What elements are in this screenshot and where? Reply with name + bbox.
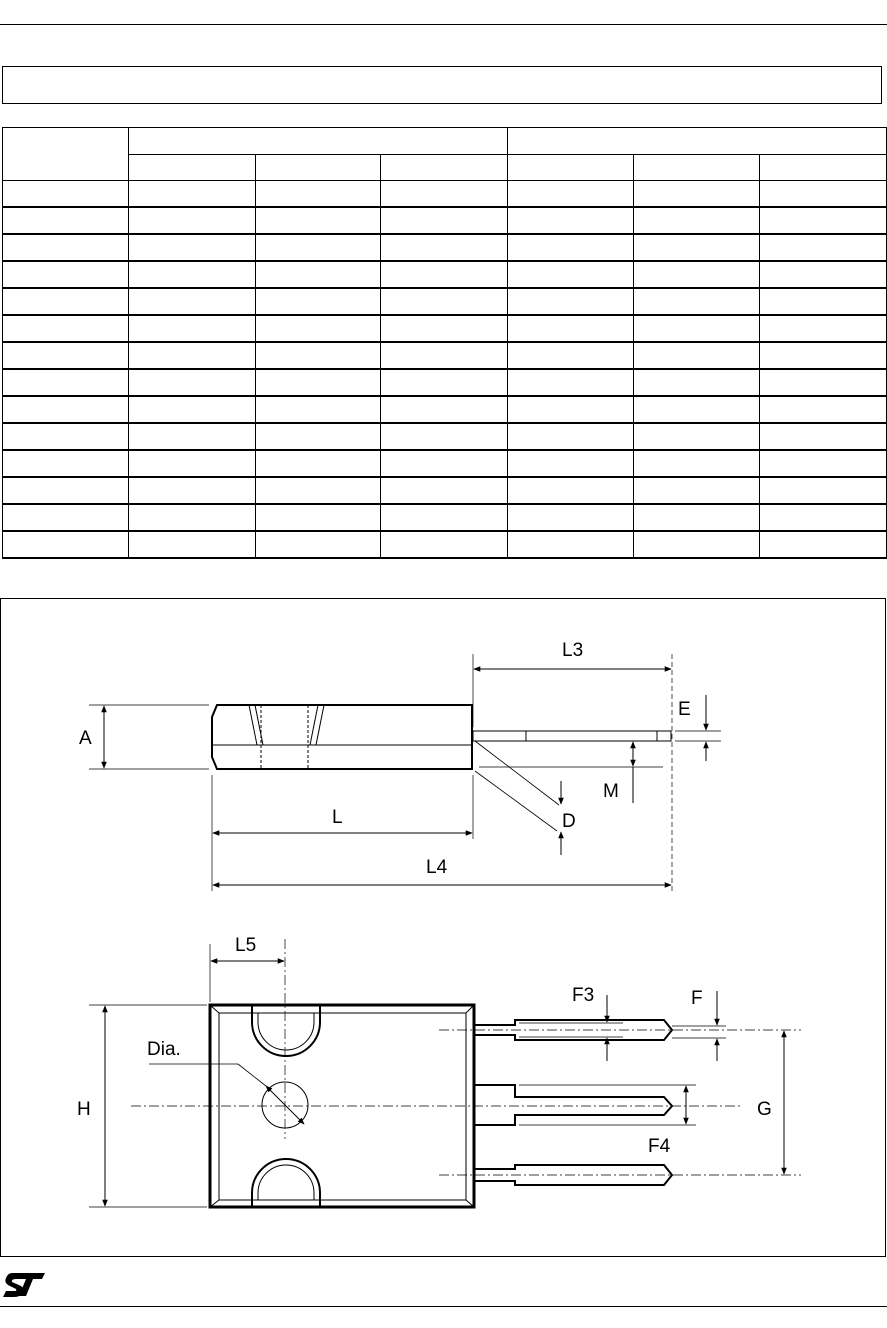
table-cell bbox=[3, 477, 129, 504]
table-cell bbox=[381, 504, 508, 531]
table-cell bbox=[3, 531, 129, 558]
table-cell bbox=[256, 288, 381, 315]
table-cell bbox=[760, 396, 887, 423]
table-header-group-1 bbox=[129, 128, 508, 155]
table-row bbox=[3, 342, 887, 369]
table-cell bbox=[634, 288, 760, 315]
table-row bbox=[3, 369, 887, 396]
table-cell bbox=[129, 234, 256, 261]
table-cell bbox=[760, 504, 887, 531]
table-cell bbox=[381, 207, 508, 234]
table-row bbox=[3, 450, 887, 477]
table-cell bbox=[634, 477, 760, 504]
table-cell bbox=[129, 369, 256, 396]
table-cell bbox=[256, 315, 381, 342]
table-cell bbox=[634, 450, 760, 477]
table-cell bbox=[760, 477, 887, 504]
front-view bbox=[89, 939, 801, 1207]
st-logo-icon bbox=[2, 1272, 46, 1303]
table-cell bbox=[256, 423, 381, 450]
table-row bbox=[3, 477, 887, 504]
table-cell bbox=[634, 531, 760, 558]
table-row bbox=[3, 504, 887, 531]
label-F4: F4 bbox=[648, 1136, 671, 1157]
table-cell bbox=[129, 288, 256, 315]
table-cell bbox=[3, 423, 129, 450]
table-cell bbox=[634, 423, 760, 450]
table-cell bbox=[129, 342, 256, 369]
table-cell bbox=[3, 450, 129, 477]
label-E: E bbox=[678, 699, 691, 720]
table-subheader-row bbox=[3, 155, 887, 181]
table-cell bbox=[381, 369, 508, 396]
side-view-labels bbox=[79, 640, 691, 878]
table-cell bbox=[508, 207, 634, 234]
table-header-row bbox=[3, 128, 887, 155]
table-cell bbox=[129, 207, 256, 234]
table-row bbox=[3, 396, 887, 423]
table-cell bbox=[760, 181, 887, 208]
label-L4: L4 bbox=[426, 857, 448, 878]
table-cell bbox=[256, 504, 381, 531]
table-cell bbox=[508, 342, 634, 369]
table-cell bbox=[129, 531, 256, 558]
table-cell bbox=[381, 396, 508, 423]
table-cell bbox=[508, 477, 634, 504]
table-cell bbox=[256, 396, 381, 423]
table-cell bbox=[256, 531, 381, 558]
table-cell bbox=[508, 181, 634, 208]
table-cell bbox=[256, 181, 381, 208]
table-cell bbox=[381, 234, 508, 261]
table-row bbox=[3, 423, 887, 450]
table-cell bbox=[129, 504, 256, 531]
table-cell bbox=[760, 369, 887, 396]
top-rule bbox=[0, 24, 887, 25]
table-cell bbox=[508, 450, 634, 477]
table-header-group-2 bbox=[508, 128, 887, 155]
table-cell bbox=[381, 181, 508, 208]
table-cell bbox=[508, 369, 634, 396]
table-cell bbox=[3, 396, 129, 423]
label-D: D bbox=[562, 811, 576, 832]
table-cell bbox=[3, 181, 129, 208]
table-cell bbox=[3, 234, 129, 261]
table-body bbox=[3, 181, 887, 559]
label-F: F bbox=[691, 988, 703, 1009]
table-cell bbox=[760, 450, 887, 477]
label-H: H bbox=[77, 1099, 91, 1120]
table-cell bbox=[129, 315, 256, 342]
table-cell bbox=[634, 234, 760, 261]
table-cell bbox=[508, 396, 634, 423]
table-cell bbox=[256, 207, 381, 234]
table-cell bbox=[3, 315, 129, 342]
table-cell bbox=[256, 261, 381, 288]
table-cell bbox=[381, 531, 508, 558]
label-M: M bbox=[603, 781, 619, 802]
bottom-rule bbox=[0, 1306, 887, 1307]
side-view bbox=[89, 654, 721, 891]
label-A: A bbox=[79, 728, 92, 749]
table-cell bbox=[634, 396, 760, 423]
table-cell bbox=[256, 477, 381, 504]
front-view-labels bbox=[77, 935, 772, 1157]
label-L: L bbox=[332, 807, 343, 828]
table-cell bbox=[381, 423, 508, 450]
table-row bbox=[3, 234, 887, 261]
table-row bbox=[3, 261, 887, 288]
title-box bbox=[2, 66, 882, 104]
table-cell bbox=[634, 504, 760, 531]
table-cell bbox=[634, 369, 760, 396]
table-cell bbox=[760, 261, 887, 288]
table-cell bbox=[129, 396, 256, 423]
table-cell bbox=[381, 261, 508, 288]
label-L5: L5 bbox=[235, 935, 257, 956]
table-cell bbox=[760, 342, 887, 369]
table-cell bbox=[3, 207, 129, 234]
table-row bbox=[3, 315, 887, 342]
table-row bbox=[3, 531, 887, 558]
table-row bbox=[3, 207, 887, 234]
table-cell bbox=[129, 477, 256, 504]
table-cell bbox=[508, 261, 634, 288]
table-cell bbox=[256, 450, 381, 477]
table-cell bbox=[760, 423, 887, 450]
table-cell bbox=[508, 504, 634, 531]
table-cell bbox=[129, 181, 256, 208]
table-cell bbox=[3, 261, 129, 288]
table-cell bbox=[760, 315, 887, 342]
dimensions-table bbox=[2, 127, 887, 559]
table-cell bbox=[508, 315, 634, 342]
table-cell bbox=[508, 234, 634, 261]
table-row bbox=[3, 288, 887, 315]
table-cell bbox=[381, 342, 508, 369]
table-cell bbox=[381, 288, 508, 315]
table-cell bbox=[256, 234, 381, 261]
table-cell bbox=[129, 261, 256, 288]
table-cell bbox=[129, 423, 256, 450]
label-G: G bbox=[757, 1099, 772, 1120]
table-cell bbox=[634, 261, 760, 288]
table-cell bbox=[508, 423, 634, 450]
label-L3: L3 bbox=[562, 640, 584, 661]
table-cell bbox=[3, 369, 129, 396]
table-cell bbox=[508, 288, 634, 315]
table-cell bbox=[256, 342, 381, 369]
label-F3: F3 bbox=[572, 985, 595, 1006]
label-Dia: Dia. bbox=[147, 1039, 181, 1060]
table-cell bbox=[508, 531, 634, 558]
table-cell bbox=[634, 181, 760, 208]
table-cell bbox=[381, 315, 508, 342]
table-row bbox=[3, 181, 887, 208]
table-cell bbox=[3, 288, 129, 315]
table-cell bbox=[760, 207, 887, 234]
table-cell bbox=[634, 315, 760, 342]
table-cell bbox=[760, 531, 887, 558]
table-cell bbox=[760, 234, 887, 261]
table-cell bbox=[381, 477, 508, 504]
package-drawing bbox=[0, 598, 886, 1257]
table-cell bbox=[3, 504, 129, 531]
package-drawing-svg bbox=[1, 599, 887, 1258]
table-cell bbox=[381, 450, 508, 477]
table-cell bbox=[634, 342, 760, 369]
table-cell bbox=[256, 369, 381, 396]
table-cell bbox=[760, 288, 887, 315]
table-cell bbox=[129, 450, 256, 477]
table-cell bbox=[3, 342, 129, 369]
table-header-ref bbox=[3, 128, 129, 181]
table-cell bbox=[634, 207, 760, 234]
